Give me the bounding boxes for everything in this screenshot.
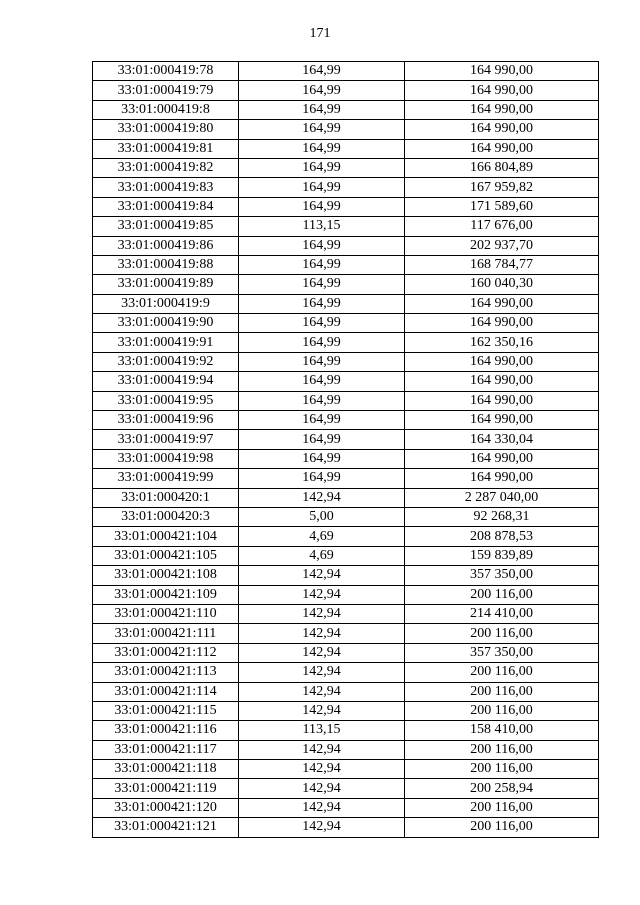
area-cell: 142,94 (239, 624, 405, 643)
table-row (93, 120, 599, 139)
table-row (93, 100, 599, 119)
table-row (93, 430, 599, 449)
area-cell: 164,99 (239, 275, 405, 294)
table-row (93, 682, 599, 701)
area-cell: 142,94 (239, 818, 405, 837)
area-cell: 4,69 (239, 546, 405, 565)
cadastral-number-cell: 33:01:000421:104 (93, 527, 239, 546)
cadastral-number-cell: 33:01:000419:80 (93, 120, 239, 139)
cadastral-number-cell: 33:01:000421:110 (93, 604, 239, 623)
table-row (93, 255, 599, 274)
cadastral-value-cell: 208 878,53 (405, 527, 599, 546)
area-cell: 164,99 (239, 411, 405, 430)
table-row (93, 488, 599, 507)
cadastral-value-cell: 164 990,00 (405, 120, 599, 139)
cadastral-value-cell: 214 410,00 (405, 604, 599, 623)
cadastral-value-table (92, 61, 599, 838)
table-row (93, 62, 599, 81)
cadastral-number-cell: 33:01:000421:121 (93, 818, 239, 837)
area-cell: 164,99 (239, 197, 405, 216)
cadastral-number-cell: 33:01:000419:91 (93, 333, 239, 352)
area-cell: 142,94 (239, 740, 405, 759)
area-cell: 164,99 (239, 391, 405, 410)
table-row (93, 604, 599, 623)
area-cell: 164,99 (239, 430, 405, 449)
cadastral-value-cell: 202 937,70 (405, 236, 599, 255)
cadastral-value-cell: 164 990,00 (405, 62, 599, 81)
area-cell: 164,99 (239, 449, 405, 468)
cadastral-number-cell: 33:01:000419:89 (93, 275, 239, 294)
cadastral-value-cell: 200 116,00 (405, 585, 599, 604)
area-cell: 164,99 (239, 352, 405, 371)
area-cell: 4,69 (239, 527, 405, 546)
cadastral-value-cell: 164 990,00 (405, 100, 599, 119)
cadastral-value-cell: 200 116,00 (405, 798, 599, 817)
cadastral-number-cell: 33:01:000419:81 (93, 139, 239, 158)
cadastral-number-cell: 33:01:000421:111 (93, 624, 239, 643)
cadastral-value-cell: 2 287 040,00 (405, 488, 599, 507)
cadastral-value-cell: 171 589,60 (405, 197, 599, 216)
table-row (93, 566, 599, 585)
table-row (93, 217, 599, 236)
cadastral-number-cell: 33:01:000419:94 (93, 372, 239, 391)
area-cell: 142,94 (239, 488, 405, 507)
table-row (93, 314, 599, 333)
cadastral-value-cell: 200 116,00 (405, 760, 599, 779)
area-cell: 164,99 (239, 120, 405, 139)
table-row (93, 81, 599, 100)
table-row (93, 721, 599, 740)
area-cell: 142,94 (239, 798, 405, 817)
cadastral-number-cell: 33:01:000419:84 (93, 197, 239, 216)
area-cell: 164,99 (239, 236, 405, 255)
area-cell: 164,99 (239, 100, 405, 119)
cadastral-number-cell: 33:01:000419:83 (93, 178, 239, 197)
cadastral-value-cell: 159 839,89 (405, 546, 599, 565)
area-cell: 142,94 (239, 604, 405, 623)
table-row (93, 663, 599, 682)
cadastral-number-cell: 33:01:000419:82 (93, 158, 239, 177)
table-row (93, 333, 599, 352)
cadastral-value-cell: 162 350,16 (405, 333, 599, 352)
area-cell: 164,99 (239, 139, 405, 158)
table-row (93, 391, 599, 410)
area-cell: 142,94 (239, 682, 405, 701)
cadastral-number-cell: 33:01:000419:90 (93, 314, 239, 333)
area-cell: 164,99 (239, 372, 405, 391)
area-cell: 164,99 (239, 469, 405, 488)
cadastral-number-cell: 33:01:000419:96 (93, 411, 239, 430)
cadastral-value-cell: 117 676,00 (405, 217, 599, 236)
table-row (93, 294, 599, 313)
area-cell: 164,99 (239, 294, 405, 313)
cadastral-number-cell: 33:01:000421:119 (93, 779, 239, 798)
cadastral-value-cell: 200 116,00 (405, 663, 599, 682)
cadastral-value-cell: 200 258,94 (405, 779, 599, 798)
cadastral-value-cell: 164 990,00 (405, 294, 599, 313)
cadastral-number-cell: 33:01:000421:114 (93, 682, 239, 701)
cadastral-value-cell: 158 410,00 (405, 721, 599, 740)
cadastral-number-cell: 33:01:000421:118 (93, 760, 239, 779)
table-body (93, 62, 599, 838)
cadastral-value-cell: 92 268,31 (405, 507, 599, 526)
table-row (93, 449, 599, 468)
cadastral-number-cell: 33:01:000419:99 (93, 469, 239, 488)
cadastral-value-cell: 164 990,00 (405, 81, 599, 100)
cadastral-value-cell: 164 990,00 (405, 449, 599, 468)
cadastral-number-cell: 33:01:000421:117 (93, 740, 239, 759)
table-row (93, 624, 599, 643)
cadastral-value-cell: 164 990,00 (405, 469, 599, 488)
table-row (93, 178, 599, 197)
area-cell: 164,99 (239, 333, 405, 352)
area-cell: 5,00 (239, 507, 405, 526)
area-cell: 142,94 (239, 779, 405, 798)
area-cell: 164,99 (239, 255, 405, 274)
cadastral-number-cell: 33:01:000419:85 (93, 217, 239, 236)
cadastral-number-cell: 33:01:000421:120 (93, 798, 239, 817)
cadastral-number-cell: 33:01:000419:97 (93, 430, 239, 449)
table-row (93, 469, 599, 488)
cadastral-number-cell: 33:01:000419:98 (93, 449, 239, 468)
table-row (93, 701, 599, 720)
cadastral-value-cell: 166 804,89 (405, 158, 599, 177)
cadastral-value-cell: 164 990,00 (405, 314, 599, 333)
cadastral-number-cell: 33:01:000421:108 (93, 566, 239, 585)
cadastral-value-cell: 200 116,00 (405, 682, 599, 701)
cadastral-number-cell: 33:01:000419:92 (93, 352, 239, 371)
page-number: 171 (309, 26, 331, 41)
table-row (93, 643, 599, 662)
cadastral-number-cell: 33:01:000421:113 (93, 663, 239, 682)
area-cell: 142,94 (239, 663, 405, 682)
table-row (93, 139, 599, 158)
table-row (93, 275, 599, 294)
cadastral-number-cell: 33:01:000419:79 (93, 81, 239, 100)
area-cell: 164,99 (239, 314, 405, 333)
cadastral-number-cell: 33:01:000419:78 (93, 62, 239, 81)
cadastral-number-cell: 33:01:000421:112 (93, 643, 239, 662)
cadastral-value-cell: 167 959,82 (405, 178, 599, 197)
area-cell: 164,99 (239, 62, 405, 81)
cadastral-number-cell: 33:01:000419:95 (93, 391, 239, 410)
table-row (93, 798, 599, 817)
cadastral-number-cell: 33:01:000421:109 (93, 585, 239, 604)
cadastral-number-cell: 33:01:000420:1 (93, 488, 239, 507)
table-row (93, 740, 599, 759)
cadastral-value-cell: 200 116,00 (405, 624, 599, 643)
table-row (93, 411, 599, 430)
cadastral-value-cell: 164 990,00 (405, 139, 599, 158)
table-row (93, 527, 599, 546)
table-row (93, 352, 599, 371)
area-cell: 113,15 (239, 217, 405, 236)
table-row (93, 760, 599, 779)
cadastral-number-cell: 33:01:000419:88 (93, 255, 239, 274)
area-cell: 164,99 (239, 81, 405, 100)
cadastral-number-cell: 33:01:000421:115 (93, 701, 239, 720)
cadastral-number-cell: 33:01:000419:86 (93, 236, 239, 255)
area-cell: 142,94 (239, 566, 405, 585)
table-row (93, 546, 599, 565)
cadastral-number-cell: 33:01:000420:3 (93, 507, 239, 526)
table-row (93, 236, 599, 255)
table-row (93, 507, 599, 526)
area-cell: 164,99 (239, 158, 405, 177)
cadastral-value-cell: 200 116,00 (405, 818, 599, 837)
cadastral-value-cell: 164 990,00 (405, 372, 599, 391)
table-row (93, 158, 599, 177)
cadastral-value-cell: 168 784,77 (405, 255, 599, 274)
cadastral-value-cell: 200 116,00 (405, 740, 599, 759)
area-cell: 142,94 (239, 585, 405, 604)
cadastral-value-cell: 164 990,00 (405, 391, 599, 410)
area-cell: 142,94 (239, 643, 405, 662)
cadastral-number-cell: 33:01:000421:116 (93, 721, 239, 740)
area-cell: 164,99 (239, 178, 405, 197)
cadastral-number-cell: 33:01:000419:8 (93, 100, 239, 119)
cadastral-number-cell: 33:01:000421:105 (93, 546, 239, 565)
cadastral-value-cell: 357 350,00 (405, 566, 599, 585)
area-cell: 142,94 (239, 760, 405, 779)
cadastral-number-cell: 33:01:000419:9 (93, 294, 239, 313)
cadastral-value-cell: 164 990,00 (405, 411, 599, 430)
table-row (93, 197, 599, 216)
cadastral-value-cell: 200 116,00 (405, 701, 599, 720)
cadastral-value-cell: 160 040,30 (405, 275, 599, 294)
area-cell: 113,15 (239, 721, 405, 740)
cadastral-value-cell: 164 990,00 (405, 352, 599, 371)
table-row (93, 372, 599, 391)
cadastral-value-cell: 357 350,00 (405, 643, 599, 662)
table-row (93, 585, 599, 604)
table-row (93, 779, 599, 798)
area-cell: 142,94 (239, 701, 405, 720)
cadastral-value-cell: 164 330,04 (405, 430, 599, 449)
table-row (93, 818, 599, 837)
